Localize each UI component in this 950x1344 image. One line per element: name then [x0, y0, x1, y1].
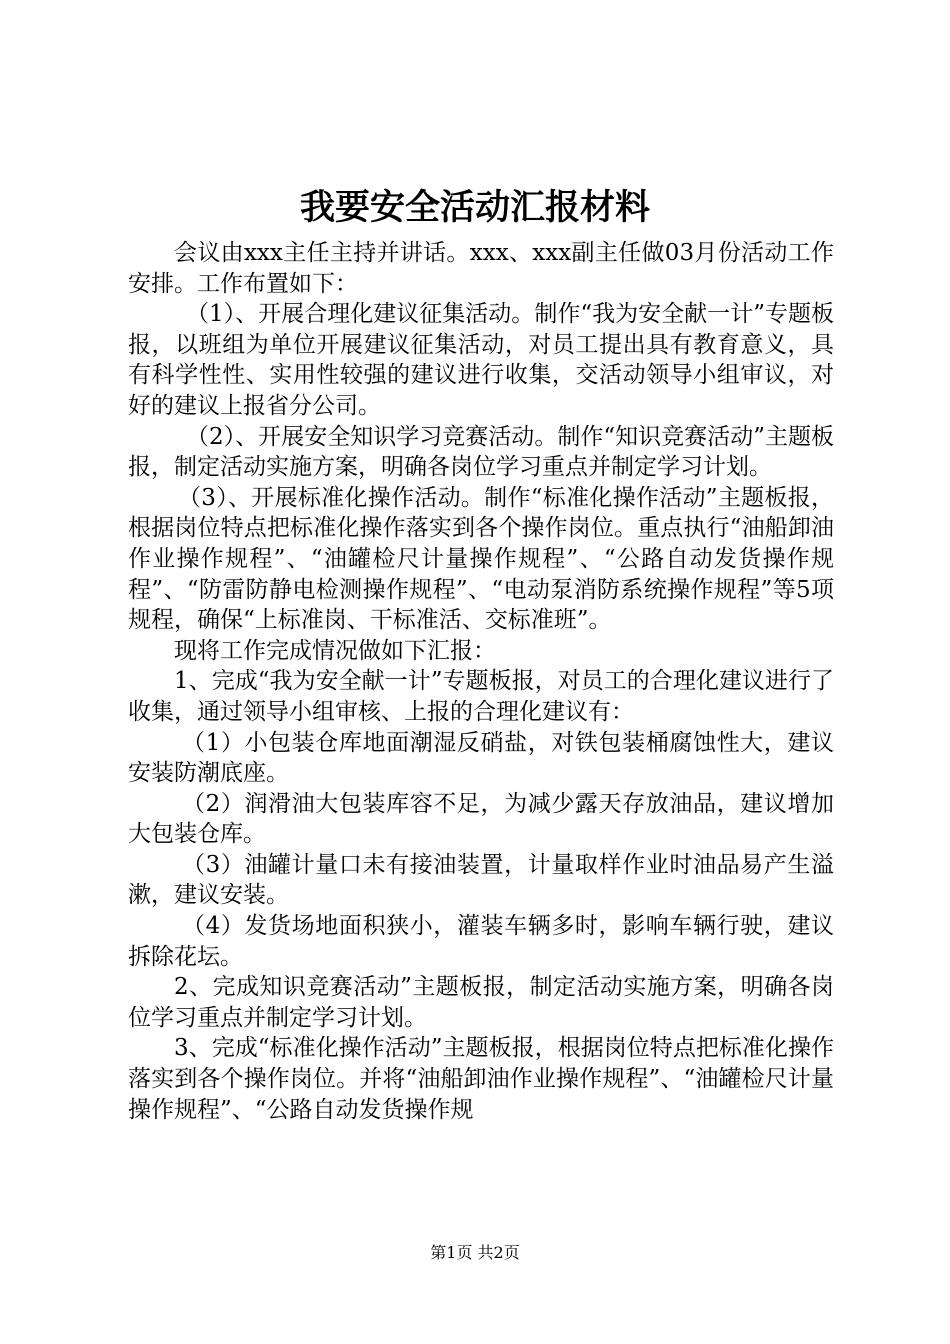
paragraph-suggestion-4: （4）发货场地面积狭小，灌装车辆多时，影响车辆行驶，建议拆除花坛。 — [128, 913, 834, 970]
paragraph-report-2: 2、完成知识竞赛活动”主题板报，制定活动实施方案，明确各岗位学习重点并制定学习计划。 — [128, 974, 834, 1031]
paragraph-plan-3: （3）、开展标准化操作活动。制作“标准化操作活动”主题板报，根据岗位特点把标准化操作落实到各个操作岗位。重点执行“油船卸油作业操作规程”、“油罐检尺计量操作规程”、“公路自动发货操作规程”、“防雷防静电检测操作规程”、“电动泵消防系统操作规程”等5项规程，确保“上标准岗、干标准活、交标准班”。 — [128, 484, 834, 634]
paragraph-plan-1: （1）、开展合理化建议征集活动。制作“我为安全献一计”专题板报，以班组为单位开展建议征集活动，对员工提出具有教育意义，具有科学性性、实用性较强的建议进行收集，交活动领导小组审议，对好的建议上报省分公司。 — [128, 301, 834, 419]
paragraph-suggestion-1: （1）小包装仓库地面潮湿反硝盐，对铁包装桶腐蚀性大，建议安装防潮底座。 — [128, 729, 834, 787]
paragraph-report-intro: 现将工作完成情况做如下汇报： — [174, 637, 496, 664]
document-body — [128, 238, 834, 1125]
paragraph-plan-2: （2）、开展安全知识学习竞赛活动。制作“知识竞赛活动”主题板报，制定活动实施方案，明确各岗位学习重点并制定学习计划。 — [128, 423, 834, 481]
paragraph-suggestion-2: （2）润滑油大包装库容不足，为减少露天存放油品，建议增加大包装仓库。 — [128, 790, 834, 848]
paragraph-report-1: 1、完成“我为安全献一计”专题板报，对员工的合理化建议进行了收集，通过领导小组审核、上报的合理化建议有： — [128, 668, 834, 725]
page-number-footer: 第1页 共2页 — [430, 1243, 520, 1262]
paragraph-intro: 会议由xxx主任主持并讲话。xxx、xxx副主任做03月份活动工作安排。工作布置如下： — [128, 240, 834, 297]
paragraph-report-3: 3、完成“标准化操作活动”主题板报，根据岗位特点把标准化操作落实到各个操作岗位。并将“油船卸油作业操作规程”、“油罐检尺计量操作规程”、“公路自动发货操作规 — [128, 1035, 834, 1123]
page-title: 我要安全活动汇报材料 — [299, 187, 650, 228]
paragraph-suggestion-3: （3）油罐计量口未有接油装置，计量取样作业时油品易产生溢漱，建议安装。 — [128, 851, 834, 909]
